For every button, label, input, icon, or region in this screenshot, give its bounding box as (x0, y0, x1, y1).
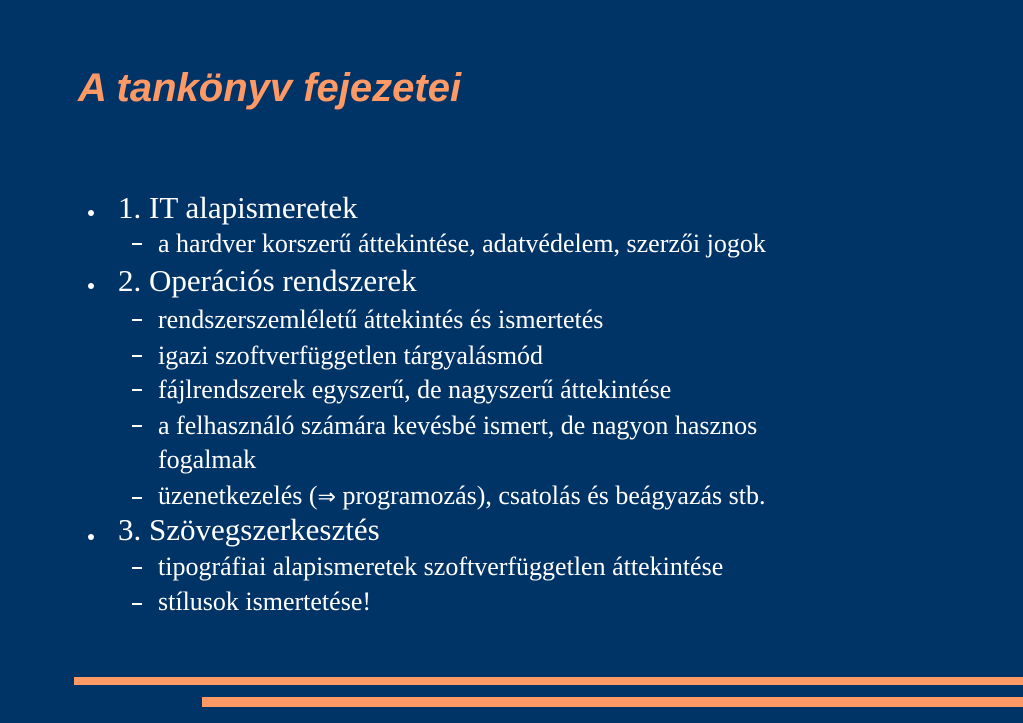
dash-icon (132, 567, 142, 569)
dash-icon (132, 425, 142, 427)
implies-arrow-icon: ⇒ (317, 485, 336, 510)
section-2-label: 2. Operációs rendszerek (118, 263, 417, 298)
section-1-item-1: a hardver korszerű áttekintése, adatvédelem, szerzői jogok (158, 229, 766, 258)
section-1-label: 1. IT alapismeretek (118, 190, 358, 225)
section-2-item-4: a felhasználó számára kevésbé ismert, de nagyon hasznos (158, 411, 758, 440)
dash-icon (132, 319, 142, 321)
section-2-item-4-continuation: fogalmak (158, 445, 257, 474)
bullet-icon (88, 534, 94, 540)
section-2-item-5-start: üzenetkezelés ( (158, 481, 318, 510)
dash-icon (132, 355, 142, 357)
bullet-icon (88, 283, 94, 289)
section-2-item-3: fájlrendszerek egyszerű, de nagyszerű áttekintése (158, 375, 672, 404)
section-2-item-2: igazi szoftverfüggetlen tárgyalásmód (158, 341, 544, 370)
section-2-item-5-end: programozás), csatolás és beágyazás stb. (335, 481, 766, 510)
dash-icon (132, 243, 142, 245)
slide-title: A tankönyv fejezetei (78, 66, 462, 110)
section-3-item-1: tipográfiai alapismeretek szoftverfüggetlen áttekintése (158, 552, 724, 581)
decorative-rule-top (74, 677, 1023, 685)
bullet-icon (88, 210, 94, 216)
dash-icon (132, 603, 142, 605)
section-3-label: 3. Szövegszerkesztés (118, 512, 380, 547)
dash-icon (132, 497, 142, 499)
dash-icon (132, 389, 142, 391)
section-2-item-1: rendszerszemléletű áttekintés és ismertetés (158, 305, 604, 334)
section-2-item-5 (158, 480, 766, 513)
section-3-item-2: stílusok ismertetése! (158, 587, 372, 616)
decorative-rule-bottom (202, 697, 1023, 707)
